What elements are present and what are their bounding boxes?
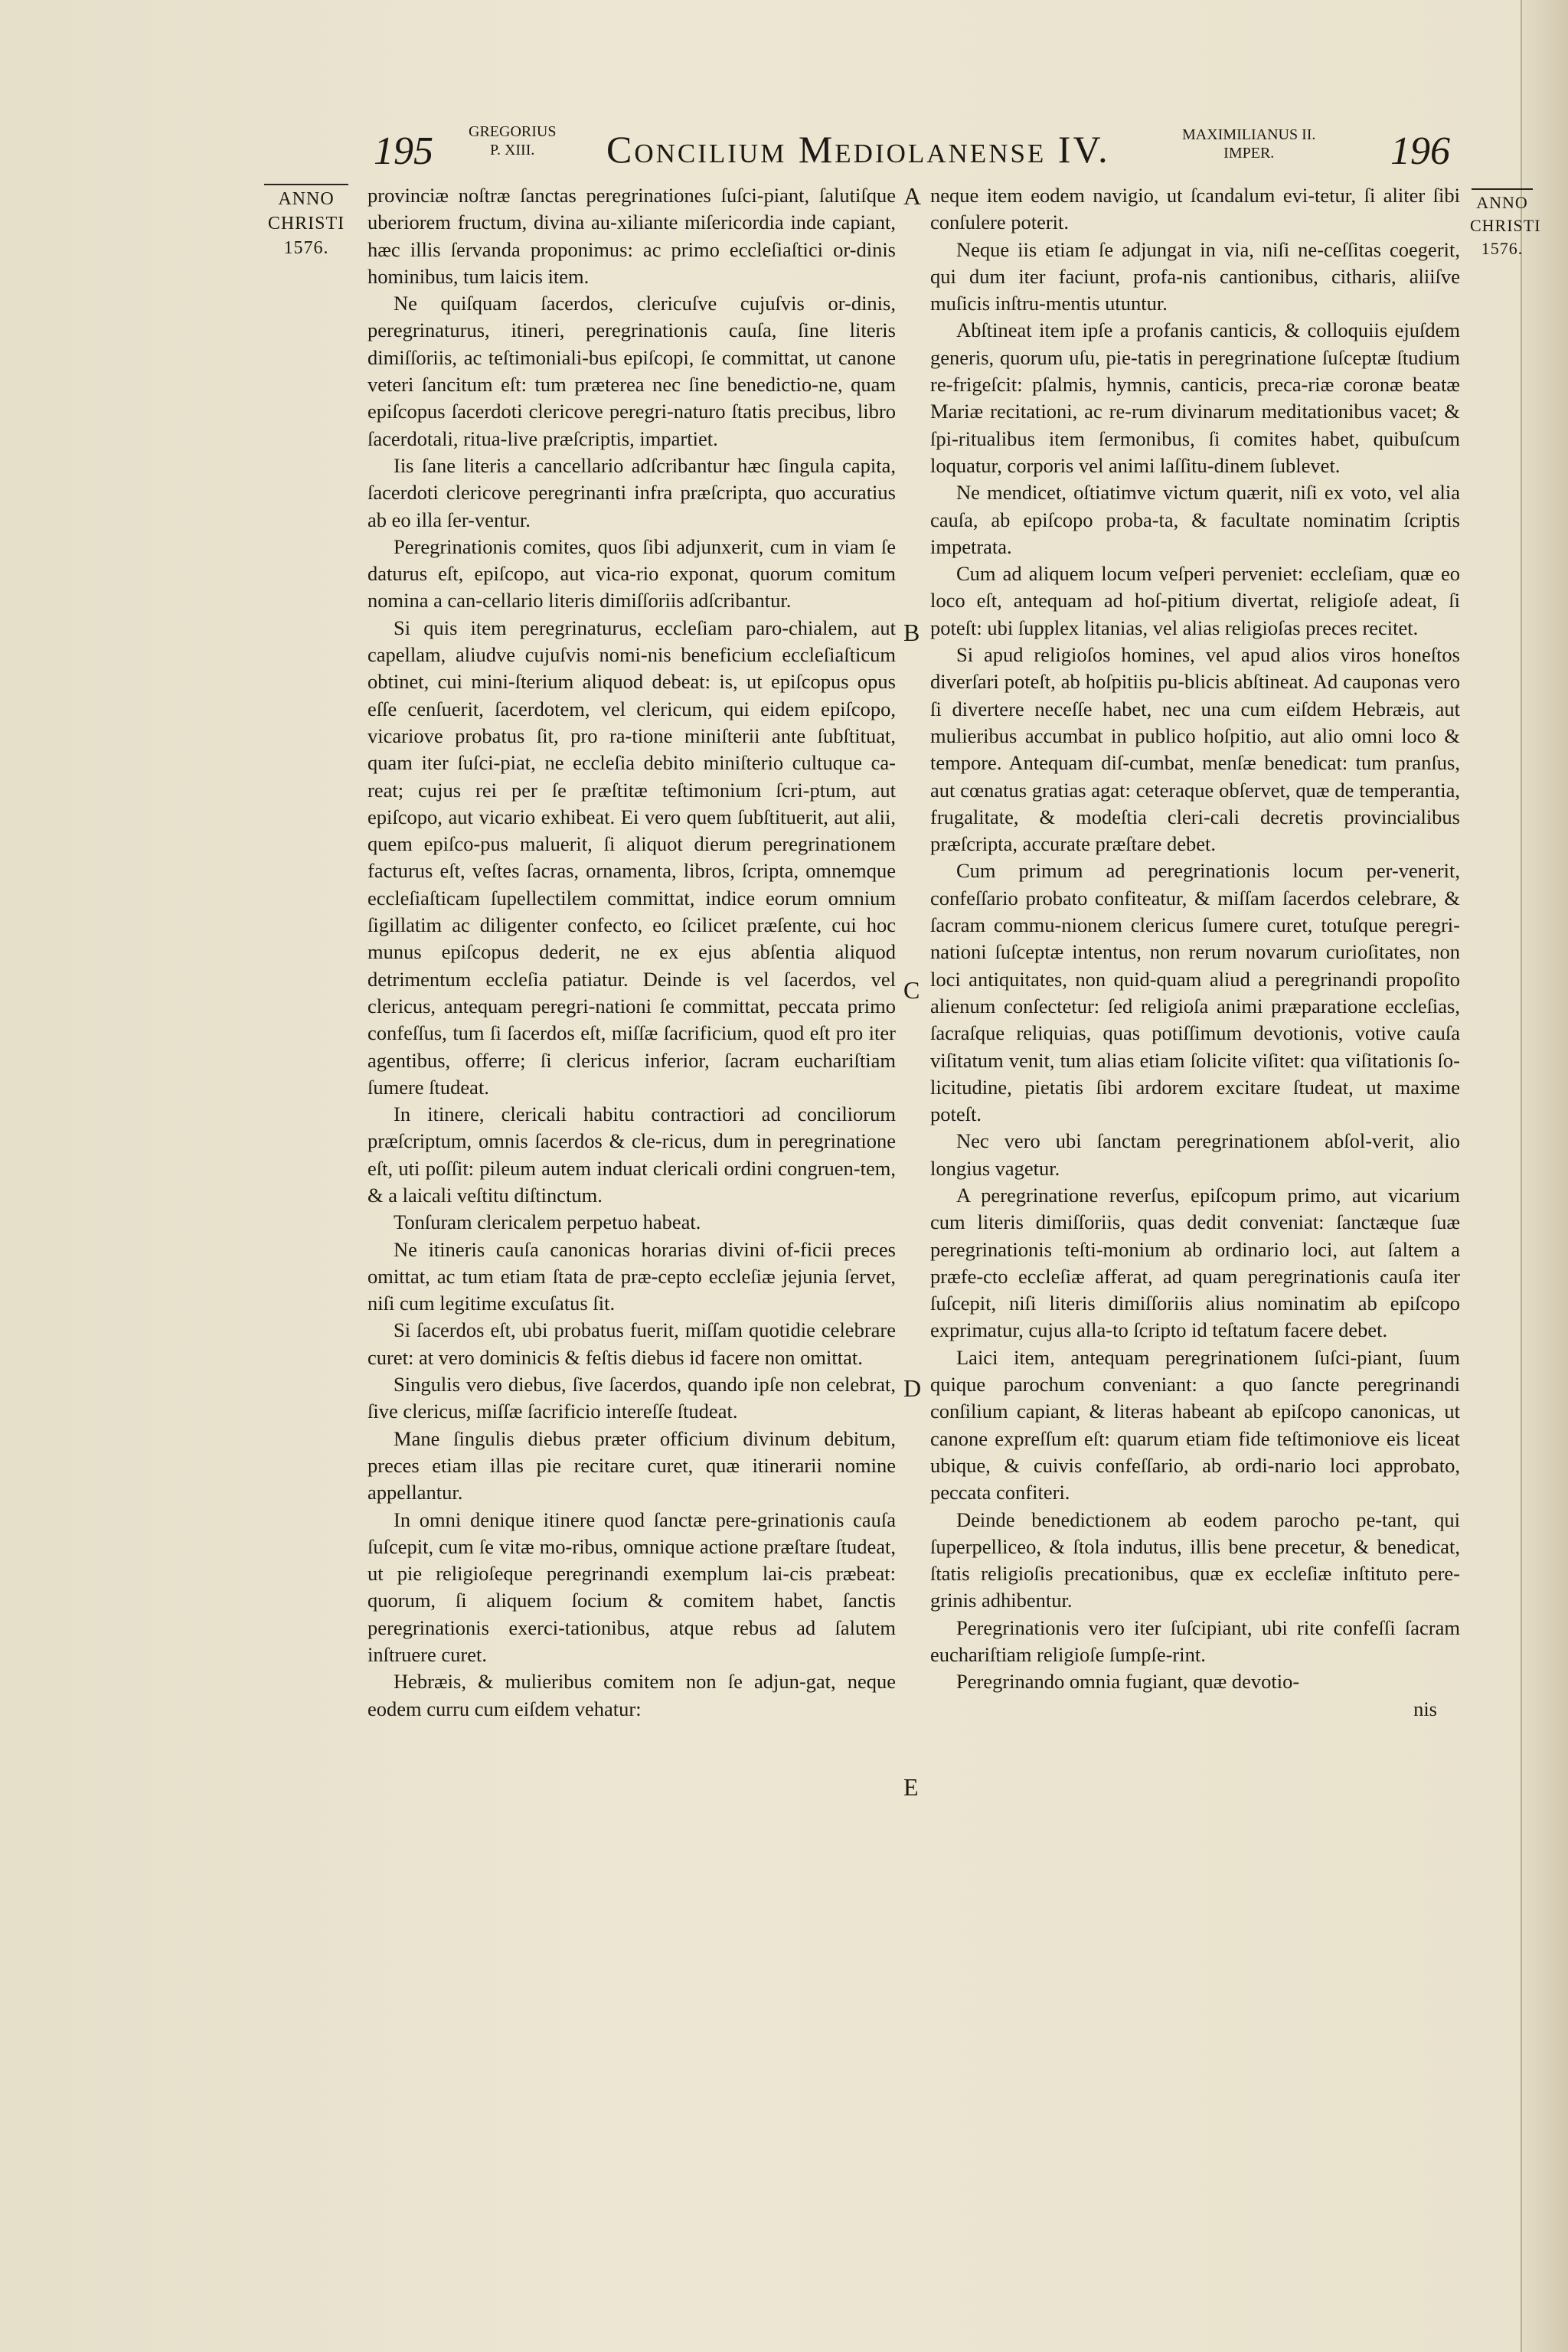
- section-letter-e: E: [903, 1773, 919, 1801]
- year-label: 1576.: [1481, 239, 1524, 258]
- margin-year-left: [260, 184, 352, 260]
- paragraph: Cum ad aliquem locum veſperi perveniet: eccleſiam, quæ eo loco eſt, antequam ad hoſ-pitium divertat, religioſe adeat, ſi poteſt: ubi ſupplex litanias, vel alias religioſas preces recitet.: [930, 562, 1460, 639]
- paragraph: In omni denique itinere quod ſanctæ pere-grinationis cauſa ſuſcepit, cum ſe vitæ mo-ribus, omnique actione præſtare ſtudeat, ut pie religioſeque peregrinandi exemplum lai-cis præbeat: quorum, ſi aliquem ſocium & comitem habet, ſanctis peregrinationis exerci-tationibus, atque rebus ad ſalutem inſtruere curet.: [368, 1508, 896, 1667]
- paragraph: neque item eodem navigio, ut ſcandalum evi-tetur, ſi aliter ſibi conſulere poterit.: [930, 184, 1460, 234]
- anno-label: ANNO: [278, 189, 335, 209]
- section-letter-d: D: [903, 1374, 922, 1402]
- paragraph: Nec vero ubi ſanctam peregrinationem abſol-verit, alio longius vagetur.: [930, 1129, 1460, 1180]
- page-edge-shadow: [1521, 0, 1568, 2352]
- paragraph: provinciæ noſtræ ſanctas peregrinationes ſuſci-piant, ſalutiſque uberiorem fructum, divina au-xiliante miſericordia inde capiant, hæc illis ſervanda proponimus: ac primo eccleſiaſtici or-dinis hominibus, tum laicis item.: [368, 184, 896, 288]
- paragraph: Deinde benedictionem ab eodem parocho pe-tant, qui ſuperpelliceo, & ſtola indutus, illis bene precetur, & benedicat, ſtatis religioſis precationibus, quæ ex eccleſiæ inſtituto pere-grinis adhibentur.: [930, 1508, 1460, 1612]
- year-label: 1576.: [283, 238, 329, 258]
- paragraph: Peregrinationis vero iter ſuſcipiant, ubi rite confeſſi ſacram euchariſtiam religioſe ſumpſe-rint.: [930, 1615, 1460, 1667]
- pope-heading: [469, 122, 556, 159]
- christi-label: CHRISTI: [267, 214, 345, 234]
- left-text-column: [368, 182, 896, 1723]
- paragraph: Laici item, antequam peregrinationem ſuſci-piant, ſuum quique parochum conveniant: a quo ſancte peregrinandi conſilium capiant, & literas habeant ab epiſcopo canonicas, ut canone expreſſum eſt: quarum etiam fide teſtimoniove eis liceat ubique, & cuivis confeſſario, ab ordi-nario loci approbato, peccata confiteri.: [930, 1345, 1460, 1504]
- emperor-name: MAXIMILIANUS II.: [1182, 126, 1316, 143]
- paragraph: Si apud religioſos homines, vel apud alios viros honeſtos diverſari poteſt, ab hoſpitiis pu-blicis abſtineat. Ad cauponas vero ſi divertere neceſſe habet, nec una cum eiſdem Hebræis, aut mulieribus accumbat in publico hoſpitio, aut alio omni loco & tempore. Antequam diſ-cumbat, menſæ benedicat: tum pranſus, aut cœnatus gratias agat: ceteraque obſervet, quæ de temperantia, frugalitate, & modeſtia cleri-cali decretis provincialibus præſcripta, accurate præſtare debet.: [930, 643, 1460, 856]
- paragraph: Mane ſingulis diebus præter officium divinum debitum, preces etiam illas pie recitare curet, quæ itinerarii nomine appellantur.: [368, 1426, 896, 1504]
- paragraph: Iis ſane literis a cancellario adſcribantur hæc ſingula capita, ſacerdoti clericove peregrinanti infra præſcripta, quo accuratius ab eo illa ſer-ventur.: [368, 453, 896, 531]
- section-letter-a: A: [903, 182, 922, 210]
- pope-sub: P. XIII.: [490, 142, 535, 158]
- margin-year-right: [1470, 188, 1541, 260]
- paragraph: Ne itineris cauſa canonicas horarias divini of-ficii preces omittat, ac tum etiam ſtata de præ-cepto eccleſiæ jejunia ſervet, niſi cum legitime excuſatus ſit.: [368, 1237, 896, 1315]
- page-number-right: 196: [1390, 129, 1450, 173]
- catchword: nis: [1413, 1697, 1437, 1720]
- margin-rule: [1472, 188, 1533, 190]
- paragraph: A peregrinatione reverſus, epiſcopum primo, aut vicarium cum literis dimiſſoriis, quas dedit conveniat: ſanctæque ſuæ peregrinationis teſti-monium ab ordinario loci, aut ſaltem a præfe-cto eccleſiæ afferat, ad quam peregrinationis cauſa iter ſuſcepit, niſi literis dimiſſoriis alius nominatim ab epiſcopo exprimatur, cujus alla-to ſcripto id teſtatum facere debet.: [930, 1183, 1460, 1342]
- paragraph: Tonſuram clericalem perpetuo habeat.: [394, 1210, 701, 1234]
- anno-label: ANNO: [1476, 193, 1528, 212]
- right-text-column: [930, 182, 1460, 1723]
- paragraph: Peregrinando omnia fugiant, quæ devotio-: [956, 1670, 1300, 1694]
- pope-name: GREGORIUS: [469, 123, 557, 140]
- paragraph: Si ſacerdos eſt, ubi probatus fuerit, miſſam quotidie celebrare curet: at vero dominicis & feſtis diebus id facere non omittat.: [368, 1318, 896, 1369]
- page-header: [0, 122, 1568, 184]
- emperor-sub: IMPER.: [1223, 145, 1275, 162]
- paragraph: Cum primum ad peregrinationis locum per-venerit, confeſſario probato confiteatur, & miſſam ſacerdos celebrare, & ſacram commu-nionem clericus ſumere curet, totuſque peregri-nationi ſuſceptæ intentus, non rerum novarum curioſitates, non loci antiquitates, non quid-quam aliud a peregrinandi propoſito alienum conſectetur: ſed religioſa animi præparatione eccleſias, ſacraſque reliquias, quas potiſſimum devotionis, votive cauſa viſitatum venit, tum alias etiam ſolicite viſitet: qua viſitationis ſo-licitudine, pietatis ſibi ardorem excitare ſtudeat, ut maxime poteſt.: [930, 859, 1460, 1126]
- emperor-heading: [1182, 126, 1315, 162]
- section-letter-c: C: [903, 976, 920, 1004]
- paragraph: Hebræis, & mulieribus comitem non ſe adjun-gat, neque eodem curru cum eiſdem vehatur:: [368, 1670, 896, 1720]
- paragraph: Singulis vero diebus, ſive ſacerdos, quando ipſe non celebrat, ſive clericus, miſſæ ſacrificio intereſſe ſtudeat.: [368, 1373, 896, 1423]
- paragraph: In itinere, clericali habitu contractiori ad conciliorum præſcriptum, omnis ſacerdos & cle-ricus, dum in peregrinatione eſt, uti poſſit: pileum autem induat clericali ordini congruen-tem, & a laicali veſtitu diſtinctum.: [368, 1102, 896, 1207]
- section-letter-b: B: [903, 619, 920, 646]
- margin-rule: [264, 184, 348, 185]
- paragraph: Neque iis etiam ſe adjungat in via, niſi ne-ceſſitas coegerit, qui dum iter faciunt, profa-nis cantionibus, citharis, aliiſve muſicis inſtru-mentis utuntur.: [930, 237, 1460, 315]
- running-title: Concilium Mediolanense IV.: [606, 128, 1110, 171]
- paragraph: Abſtineat item ipſe a profanis canticis, & colloquiis ejuſdem generis, quorum uſu, pie-tatis in peregrinatione ſuſceptæ ſtudium re-frigeſcit: pſalmis, hymnis, canticis, preca-riæ coronæ beatæ Mariæ recitationi, ac re-rum divinarum meditationibus vacet; & ſpi-ritualibus item ſermonibus, ſi comites habet, quibuſcum loquatur, corporis vel animi laſſitu-dinem ſublevet.: [930, 318, 1460, 477]
- paragraph: Ne mendicet, oſtiatimve victum quærit, niſi ex voto, vel alia cauſa, ab epiſcopo proba-ta, & facultate nominatim ſcriptis impetrata.: [930, 481, 1460, 558]
- page-number-left: 195: [374, 129, 433, 173]
- christi-label: CHRISTI: [1470, 216, 1541, 235]
- paragraph: Ne quiſquam ſacerdos, clericuſve cujuſvis or-dinis, peregrinaturus, itineri, peregrinationis cauſa, ſine literis dimiſſoriis, ac teſtimoniali-bus epiſcopi, ſe committat, ut canone veteri ſancitum eſt: tum præterea nec ſine benedictio-ne, quam epiſcopus ſacerdoti clericove peregri-naturo ſtatis precibus, libro ſacerdotali, ritua-live præſcriptis, impartiet.: [368, 292, 896, 450]
- paragraph: Peregrinationis comites, quos ſibi adjunxerit, cum in viam ſe daturus eſt, epiſcopo, aut vica-rio exponat, quorum comitum nomina a can-cellario literis dimiſſoriis adſcribantur.: [368, 534, 896, 612]
- paragraph: Si quis item peregrinaturus, eccleſiam paro-chialem, aut capellam, aliudve cujuſvis nomi-nis beneficium eccleſiaſticum obtinet, cui mini-ſterium aliquod debeat: is, ut epiſcopus opus eſſe cenſuerit, ſacerdotem, vel clericum, qui eidem epiſcopo, vicariove probatus ſit, pro ra-tione miniſterii ante ſubſtituat, quam iter ſuſci-piat, ne eccleſia debito miniſterio cultuque ca-reat; cujus rei per ſe præſtitæ teſtimonium ſcri-ptum, aut epiſcopo, aut vicario exhibeat. Ei vero quem ſubſtituerit, aut alii, quem epiſco-pus maluerit, ſi aliquot dierum peregrinationem facturus eſt, veſtes ſacras, ornamenta, libros, ſcripta, omnemque eccleſiaſticam ſupellectilem committat, indice eorum omnium ſigillatim ac diligenter confecto, eo ſcilicet præſente, cui hoc munus epiſcopus dederit, ne ex ejus abſentia aliquod detrimentum eccleſia patiatur. Deinde is vel ſacerdos, vel clericus, antequam peregri-nationi ſe committat, peccata primo confeſſus, tum ſi ſacerdos eſt, miſſæ ſacrificium, quod eſt pro iter agentibus, offerre; ſi clericus inferior, ſacram euchariſtiam ſumere ſtudeat.: [368, 616, 896, 1099]
